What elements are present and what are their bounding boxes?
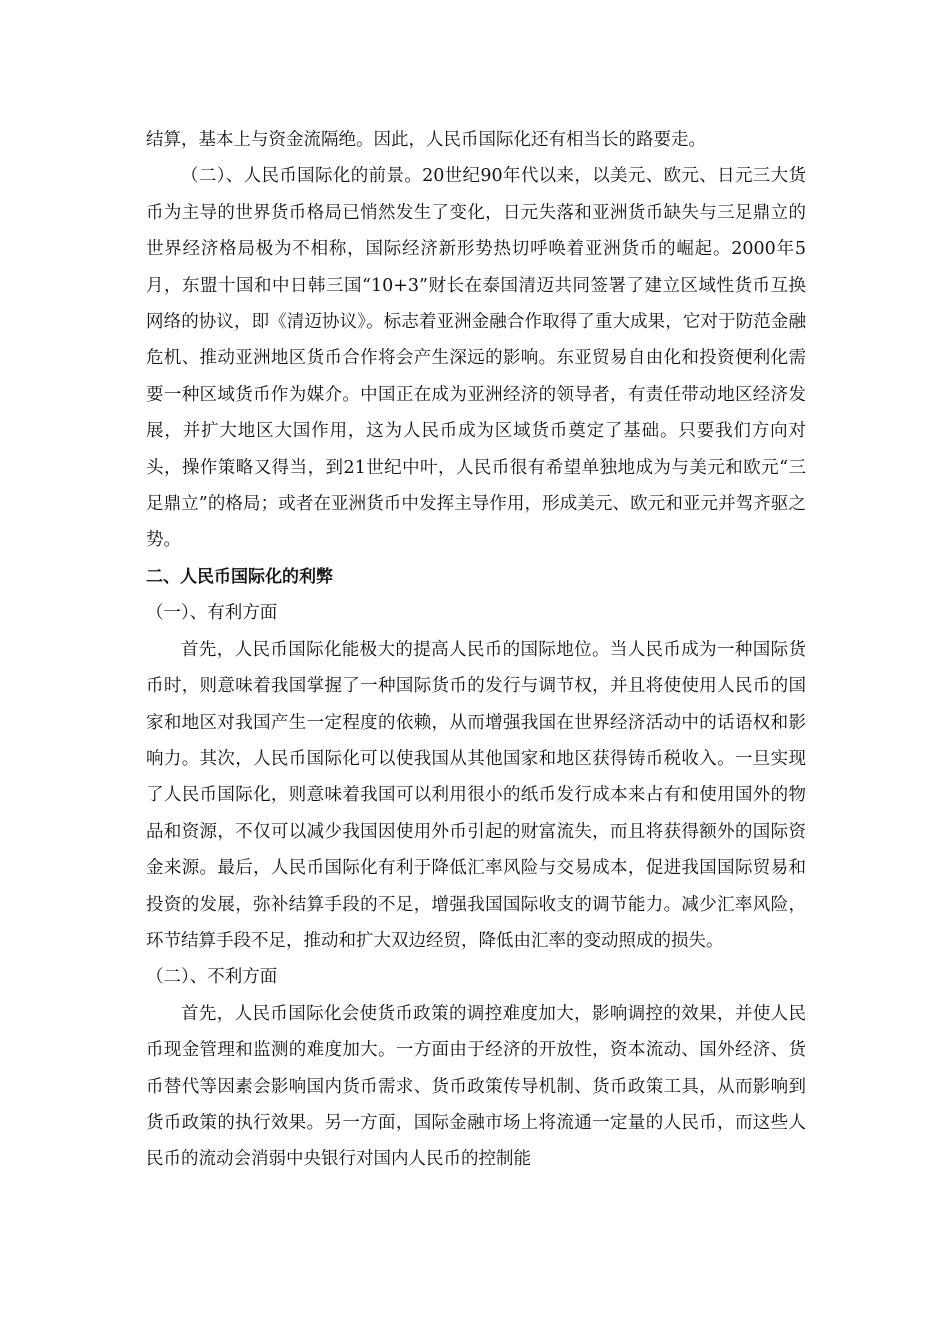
paragraph-continuation: 结算，基本上与资金流隔绝。因此，人民币国际化还有相当长的路要走。 <box>146 130 706 150</box>
subheading-disadvantages: （二）、不利方面 <box>146 967 278 988</box>
paragraph-advantages: 首先，人民币国际化能极大的提高人民币的国际地位。当人民币成为一种国际货币时，则意味着我国掌握了一种国际货币的发行与调节权，并且将使使用人民币的国家和地区对我国产生一定程度的依赖，从而增强我国在世界经济活动中的话语权和影响力。其次，人民币国际化可以使我国从其他国家和地区获得铸币税收入。一旦实现了人民币国际化，则意味着我国可以利用很小的纸币发行成本来占有和使用国外的物品和资源，不仅可以减少我国因使用外币引起的财富流失，而且将获得额外的国际资金来源。最后，人民币国际化有利于降低汇率风险与交易成本，促进我国国际贸易和投资的发展，弥补结算手段的不足，增强我国国际收支的调节能力。减少汇率风险，环节结算手段不足，推动和扩大双边经贸，降低由汇率的变动照成的损失。 <box>146 639 806 951</box>
section-heading-pros-cons: 二、人民币国际化的利弊 <box>146 566 333 587</box>
subheading-advantages: （一）、有利方面 <box>146 603 278 624</box>
paragraph-disadvantages: 首先，人民币国际化会使货币政策的调控难度加大，影响调控的效果，并使人民币现金管理和监测的难度加大。一方面由于经济的开放性，资本流动、国外经济、货币替代等因素会影响国内货币需求、货币政策传导机制、货币政策工具，从而影响到货币政策的执行效果。另一方面，国际金融市场上将流通一定量的人民币，而这些人民币的流动会消弱中央银行对国内人民币的控制能 <box>146 1003 806 1170</box>
document-body <box>146 122 806 1178</box>
paragraph-prospects: （二）、人民币国际化的前景。20世纪90年代以来，以美元、欧元、日元三大货币为主导的世界货币格局已悄然发生了变化，日元失落和亚洲货币缺失与三足鼎立的世界经济格局极为不相称，国际经济新形势热切呼唤着亚洲货币的崛起。2000年5月，东盟十国和中日韩三国“10+3”财长在泰国清迈共同签署了建立区域性货币互换网络的协议，即《清迈协议》。标志着亚洲金融合作取得了重大成果，它对于防范金融危机、推动亚洲地区货币合作将会产生深远的影响。东亚贸易自由化和投资便利化需要一种区域货币作为媒介。中国正在成为亚洲经济的领导者，有责任带动地区经济发展，并扩大地区大国作用，这为人民币成为区域货币奠定了基础。只要我们方向对头，操作策略又得当，到21世纪中叶，人民币很有希望单独地成为与美元和欧元“三足鼎立”的格局；或者在亚洲货币中发挥主导作用，形成美元、欧元和亚元并驾齐驱之势。 <box>146 166 806 551</box>
